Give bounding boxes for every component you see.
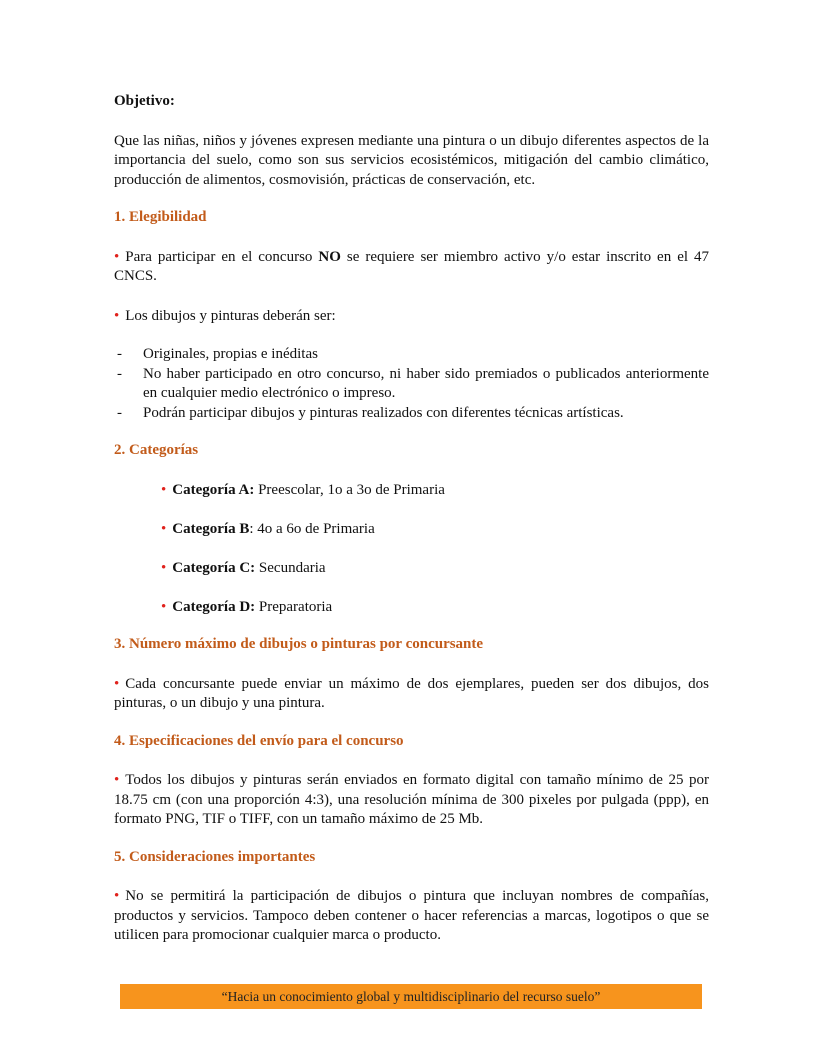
list-item: - Originales, propias e inéditas	[117, 346, 318, 362]
list-item: - Podrán participar dibujos y pinturas realizados con diferentes técnicas artísticas.	[117, 404, 624, 421]
list-item: - No haber participado en otro concurso, ni haber sido premiados o publicados anteriormente en cualquier medio electrónico o impreso.	[117, 365, 709, 401]
bullet-icon: •	[114, 307, 120, 324]
footer-slogan: “Hacia un conocimiento global y multidisciplinario del recurso suelo”	[221, 989, 601, 1004]
bullet-icon: •	[161, 520, 167, 537]
bullet-icon: •	[114, 675, 120, 692]
eligibility-bullet-1: • Para participar en el concurso NO se requiere ser miembro activo y/o estar inscrito en el 47 CNCS.	[114, 248, 709, 284]
category-item: • Categoría C: Secundaria	[161, 559, 326, 576]
document-body	[114, 92, 709, 946]
section-heading-eligibility: 1. Elegibilidad	[114, 209, 207, 225]
bullet-icon: •	[114, 248, 120, 265]
footer-slogan-band	[120, 984, 702, 1009]
objective-text: Que las niñas, niños y jóvenes expresen mediante una pintura o un dibujo diferentes aspectos de la importancia del suelo, como son sus servicios ecosistémicos, mitigación del cambio climático, producción de alimentos, cosmovisión, prácticas de conservación, etc.	[114, 132, 709, 188]
submission-specs-text: • Todos los dibujos y pinturas serán enviados en formato digital con tamaño mínimo de 25 por 18.75 cm (con una proporción 4:3), una resolución mínima de 300 pixeles por pulgada (ppp), en formato PNG, TIF o TIFF, con un tamaño máximo de 25 Mb.	[114, 772, 709, 827]
section-heading-max-entries: 3. Número máximo de dibujos o pinturas por concursante	[114, 636, 484, 652]
section-heading-categories: 2. Categorías	[114, 442, 199, 458]
bullet-icon: •	[161, 598, 167, 615]
categories-list	[114, 481, 709, 618]
section-heading-considerations: 5. Consideraciones importantes	[114, 848, 316, 865]
category-item: • Categoría B: 4o a 6o de Primaria	[161, 520, 375, 537]
eligibility-bullet-2: • Los dibujos y pinturas deberán ser:	[114, 307, 336, 324]
bullet-icon: •	[114, 772, 120, 788]
max-entries-text: • Cada concursante puede enviar un máximo de dos ejemplares, pueden ser dos dibujos, dos pinturas, o un dibujo y una pintura.	[114, 675, 709, 711]
objective-heading: Objetivo:	[114, 93, 175, 109]
bullet-icon: •	[161, 481, 167, 498]
requirements-list	[114, 345, 709, 423]
category-item: • Categoría A: Preescolar, 1o a 3o de Primaria	[161, 481, 445, 498]
bullet-icon: •	[114, 888, 120, 904]
bullet-icon: •	[161, 559, 167, 576]
category-item: • Categoría D: Preparatoria	[161, 598, 333, 615]
considerations-text: • No se permitirá la participación de dibujos o pintura que incluyan nombres de compañías, productos y servicios. Tampoco deben contener o hacer referencias a marcas, logotipos o que se utilicen para promocionar cualquier marca o producto.	[114, 888, 709, 943]
section-heading-submission-specs: 4. Especificaciones del envío para el concurso	[114, 732, 404, 749]
